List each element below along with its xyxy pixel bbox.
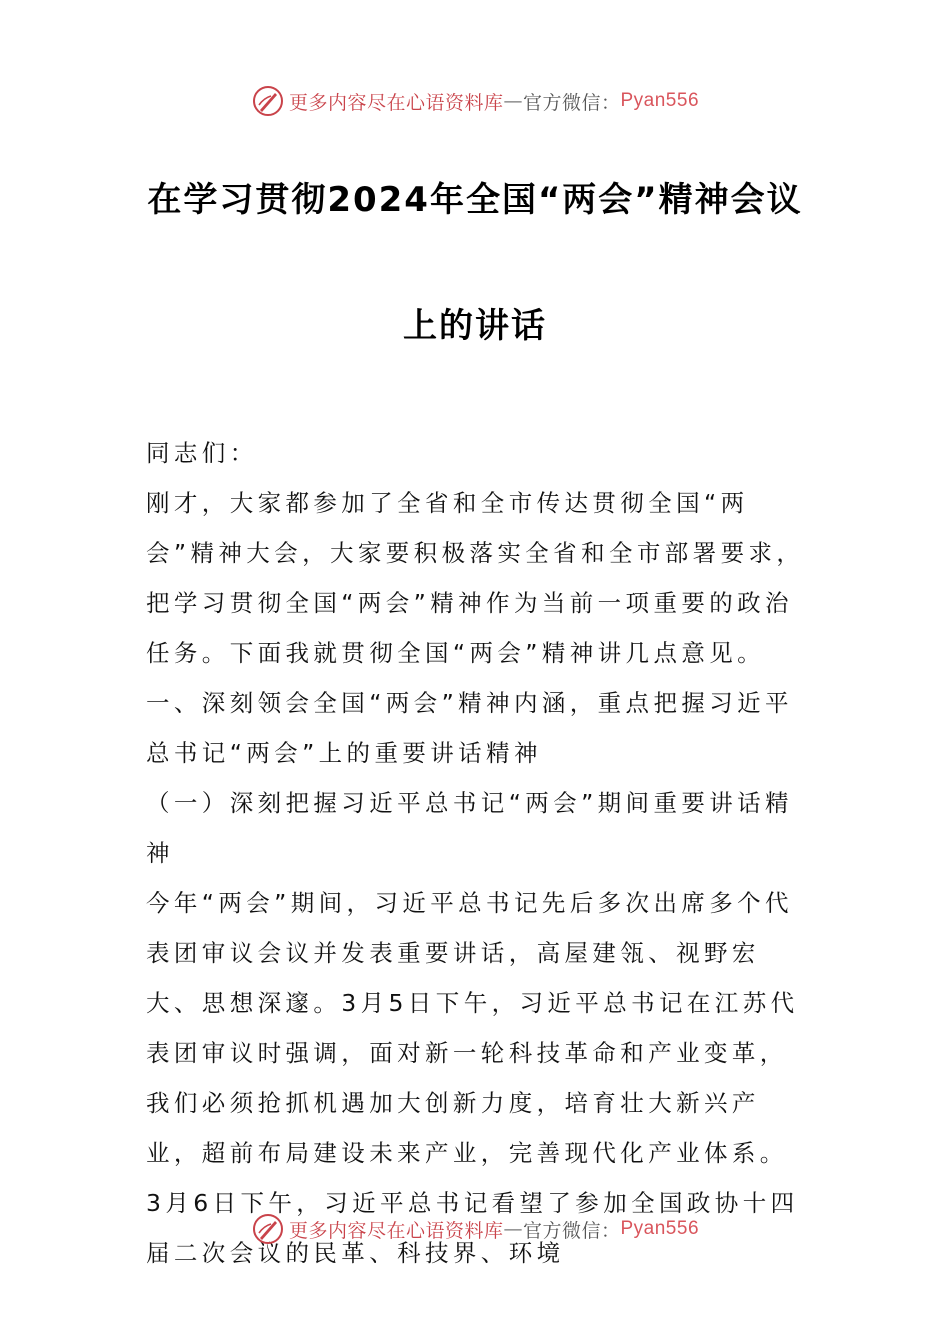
footer-watermark [0,1212,950,1246]
document-title-line-1: 在学习贯彻2024年全国“两会”精神会议 [147,180,803,220]
document-body [146,428,806,1278]
watermark-brand: 更多内容尽在心语资料库 [288,91,504,114]
document-title-line-2: 上的讲话 [403,306,547,346]
watermark-separator: — [503,1218,523,1240]
body-paragraph: 今年“两会”期间，习近平总书记先后多次出席多个代表团审议会议并发表重要讲话，高屋建瓴、视野宏大、思想深邃。3月5日下午，习近平总书记在江苏代表团审议时强调，面对新一轮科技革命和产业变革，我们必须抢抓机遇加大创新力度，培育壮大新兴产业，超前布局建设未来产业，完善现代化产业体系。3月6日下午，习近平总书记看望了参加全国政协十四届二次会议的民革、科技界、环境 [146,889,799,1267]
subsection-heading: （一）深刻把握习近平总书记“两会”期间重要讲话精神 [146,789,793,867]
salutation: 同志们： [146,439,258,467]
quill-logo-icon [251,84,285,118]
watermark-brand: 更多内容尽在心语资料库 [288,1219,504,1242]
watermark-suffix: 官方微信： [522,91,621,114]
watermark-wechat-id: Pyan556 [620,1218,700,1239]
section-heading: 一、深刻领会全国“两会”精神内涵，重点把握习近平总书记“两会”上的重要讲话精神 [146,689,793,767]
watermark-separator: — [503,90,523,112]
watermark-suffix: 官方微信： [522,1219,621,1242]
watermark-wechat-id: Pyan556 [620,90,700,111]
body-paragraph: 刚才，大家都参加了全省和全市传达贯彻全国“两会”精神大会，大家要积极落实全省和全市部署要求，把学习贯彻全国“两会”精神作为当前一项重要的政治任务。下面我就贯彻全国“两会”精神讲几点意见。 [146,489,805,667]
header-watermark [0,84,950,118]
quill-logo-icon [251,1212,285,1246]
